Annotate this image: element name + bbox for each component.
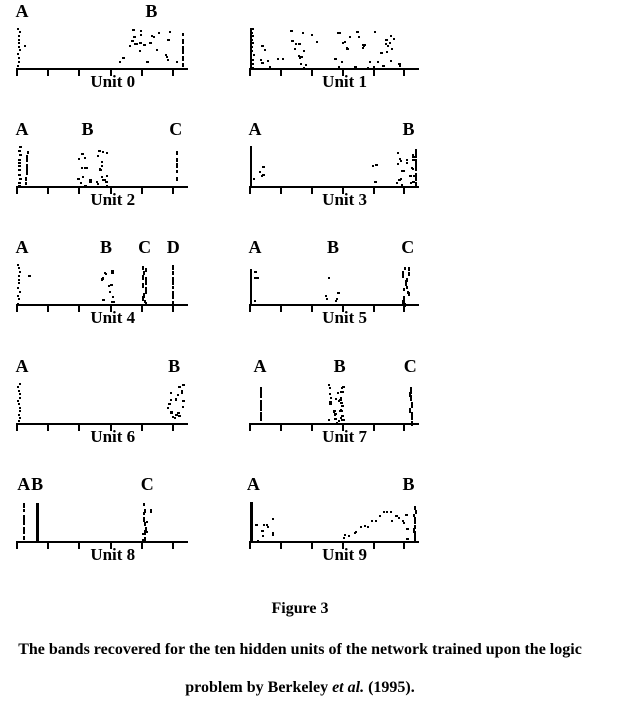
unit-label: Unit 7 [322,427,368,446]
unit-plot [250,357,422,453]
axis-tick [47,188,49,194]
axis-tick [172,306,174,312]
axis-tick [78,425,80,431]
plot-area [17,383,185,423]
band-letter: C [169,119,183,139]
axis-tick [403,543,405,549]
axis-tick [172,425,174,431]
axis-tick [78,306,80,312]
figure-caption-title: Figure 3 [271,600,329,617]
plot-area [250,264,416,304]
unit-label: Unit 9 [322,545,368,564]
axis-tick [311,543,313,549]
unit-label: Unit 3 [322,190,368,209]
band [250,28,416,68]
axis-tick [373,188,375,194]
axis-tick [78,70,80,76]
unit-plot [250,120,422,216]
axis-tick [141,543,143,549]
band-letter: A [15,356,29,376]
band-letter: B [402,119,415,139]
unit-label: Unit 0 [90,72,136,91]
band-letter: B [31,474,44,494]
band-letter: A [17,474,31,494]
plot-area [17,28,185,68]
band-letter: B [402,474,415,494]
axis-tick [403,70,405,76]
axis-tick [47,70,49,76]
band-letter: B [145,1,158,21]
axis-tick [249,188,251,194]
unit-plot [17,475,191,571]
band-letter: A [15,237,29,257]
unit-label: Unit 6 [90,427,136,446]
band-letter: B [168,356,181,376]
axis-tick [280,543,282,549]
unit-plot [250,2,422,98]
x-axis-line [16,304,188,306]
unit-plot [17,238,191,334]
axis-tick [373,425,375,431]
axis-tick [249,543,251,549]
axis-tick [16,70,18,76]
x-axis-line [16,186,188,188]
band-letter: B [81,119,94,139]
band-letter: A [15,1,29,21]
axis-tick [47,306,49,312]
axis-tick [172,543,174,549]
axis-tick [280,188,282,194]
axis-tick [373,306,375,312]
plot-area [250,501,416,541]
x-axis-line [249,68,419,70]
unit-plot [17,120,191,216]
axis-tick [403,425,405,431]
unit-label: Unit 5 [322,308,368,327]
axis-tick [311,306,313,312]
axis-tick [47,543,49,549]
band-letter: D [166,237,180,257]
band [17,28,185,68]
band [17,264,185,304]
x-axis-line [249,304,419,306]
caption-line-2-post: (1995). [364,679,415,696]
band-letter: B [333,356,346,376]
caption-line-2-pre: problem by Berkeley [185,679,333,696]
x-axis-line [249,541,419,543]
axis-tick [78,543,80,549]
band-letter: A [248,119,262,139]
axis-tick [373,543,375,549]
axis-tick [311,188,313,194]
axis-tick [16,306,18,312]
axis-tick [403,306,405,312]
plot-area [17,501,185,541]
axis-tick [16,425,18,431]
axis-tick [249,70,251,76]
axis-tick [280,306,282,312]
band-letter: A [246,474,260,494]
band-letter: B [326,237,340,257]
axis-tick [16,188,18,194]
axis-tick [141,188,143,194]
axis-tick [249,425,251,431]
axis-tick [403,188,405,194]
axis-tick [16,543,18,549]
band-letter: C [140,474,154,494]
plot-area [17,264,185,304]
x-axis-line [249,423,419,425]
axis-tick [172,70,174,76]
band-letter: C [403,356,417,376]
unit-label: Unit 8 [90,545,136,564]
axis-tick [280,425,282,431]
band-letter: B [100,237,113,257]
unit-plot [17,357,191,453]
band-letter: A [253,356,267,376]
plot-area [250,146,416,186]
axis-tick [141,425,143,431]
band [250,383,416,423]
band [17,501,185,541]
band-letter: C [138,237,152,257]
band-letter: A [248,237,262,257]
axis-tick [311,425,313,431]
axis-tick [311,70,313,76]
plot-area [250,28,416,68]
axis-tick [172,188,174,194]
x-axis-line [16,423,188,425]
caption-line-2 [0,678,600,697]
axis-tick [141,306,143,312]
axis-tick [249,306,251,312]
band [250,146,416,186]
plot-area [17,146,185,186]
unit-plot [246,474,422,571]
et-al-italic: et al. [332,679,365,696]
axis-tick [280,70,282,76]
unit-plot [250,238,422,334]
plot-area [250,383,416,423]
axis-tick [47,425,49,431]
band [17,383,185,423]
unit-label: Unit 2 [90,190,136,209]
unit-label: Unit 1 [322,72,368,91]
band-letter: A [15,119,29,139]
unit-plot [17,2,191,98]
band-letter: C [401,237,415,257]
axis-tick [373,70,375,76]
axis-tick [141,70,143,76]
caption-line-1: The bands recovered for the ten hidden units of the network trained upon the logic [18,641,582,658]
band [250,501,416,541]
axis-tick [78,188,80,194]
band [17,146,185,186]
x-axis-line [16,68,188,70]
unit-label: Unit 4 [90,308,136,327]
x-axis-line [249,186,419,188]
band [250,264,416,304]
x-axis-line [16,541,188,543]
